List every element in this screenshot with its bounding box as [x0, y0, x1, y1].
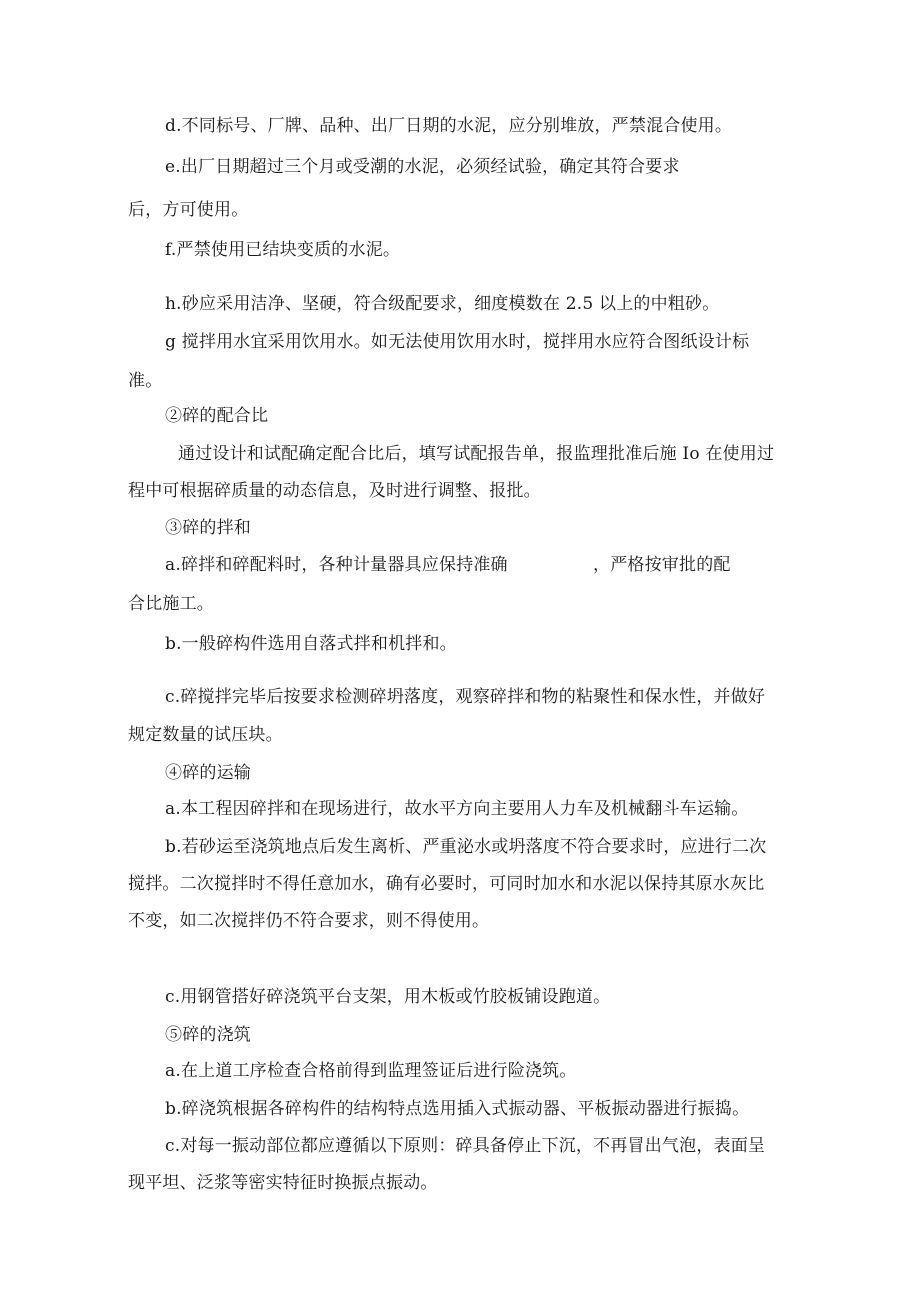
paragraph-line: c.碎搅拌完毕后按要求检测碎坍落度，观察碎拌和物的粘聚性和保水性，并做好 — [165, 687, 766, 707]
paragraph-line: 不变，如二次搅拌仍不符合要求，则不得使用。 — [128, 911, 490, 931]
section-heading: ③碎的拌和 — [165, 518, 251, 538]
paragraph-line: a.碎拌和碎配料时，各种计量器具应保持准确 — [165, 555, 508, 575]
paragraph-line: g 搅拌用水宜采用饮用水。如无法使用饮用水时，搅拌用水应符合图纸设计标 — [165, 332, 750, 352]
section-heading: ④碎的运输 — [165, 763, 251, 783]
paragraph-line: 后，方可使用。 — [128, 200, 249, 220]
paragraph-line: 现平坦、泛浆等密实特征时换振点振动。 — [128, 1173, 438, 1193]
paragraph-line: f.严禁使用已结块变质的水泥。 — [165, 240, 401, 260]
paragraph-line: 合比施工。 — [128, 594, 214, 614]
paragraph-line: c.对每一振动部位都应遵循以下原则：碎具备停止下沉，不再冒出气泡，表面呈 — [165, 1136, 766, 1156]
section-heading: ⑤碎的浇筑 — [165, 1025, 251, 1045]
paragraph-line: e.出厂日期超过三个月或受潮的水泥，必须经试验，确定其符合要求 — [165, 157, 680, 177]
paragraph-line: h.砂应采用洁净、坚硬，符合级配要求，细度模数在 2.5 以上的中粗砂。 — [165, 294, 720, 314]
paragraph-line: b.一般碎构件选用自落式拌和机拌和。 — [165, 634, 457, 654]
paragraph-line: b.若砂运至浇筑地点后发生离析、严重泌水或坍落度不符合要求时，应进行二次 — [165, 837, 767, 857]
paragraph-line: d.不同标号、厂牌、品种、出厂日期的水泥，应分别堆放，严禁混合使用。 — [165, 116, 733, 136]
paragraph-line: c.用钢管搭好碎浇筑平台支架，用木板或竹胶板铺设跑道。 — [165, 987, 611, 1007]
paragraph-line: ，严格按审批的配 — [593, 555, 731, 575]
paragraph-line: 搅拌。二次搅拌时不得任意加水，确有必要时，可同时加水和水泥以保持其原水灰比 — [128, 874, 765, 894]
section-heading: ②碎的配合比 — [165, 406, 269, 426]
paragraph-line: 通过设计和试配确定配合比后，填写试配报告单，报监理批准后施 Io 在使用过 — [178, 444, 775, 464]
paragraph-line: 程中可根据碎质量的动态信息，及时进行调整、报批。 — [128, 481, 541, 501]
paragraph-line: 规定数量的试压块。 — [128, 725, 283, 745]
paragraph-line: 准。 — [128, 371, 163, 391]
paragraph-line: a.本工程因碎拌和在现场进行，故水平方向主要用人力车及机械翻斗车运输。 — [165, 799, 749, 819]
paragraph-line: a.在上道工序检查合格前得到监理签证后进行险浇筑。 — [165, 1061, 577, 1081]
paragraph-line: b.碎浇筑根据各碎构件的结构特点选用插入式振动器、平板振动器进行振捣。 — [165, 1099, 750, 1119]
